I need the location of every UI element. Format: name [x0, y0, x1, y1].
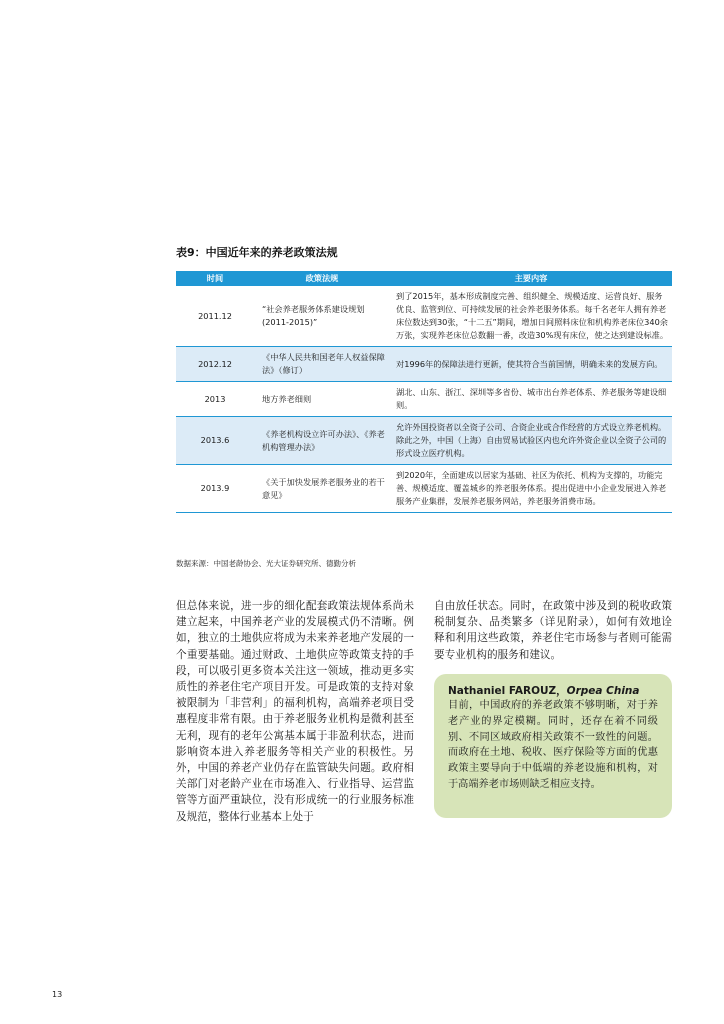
- header-law: 政策法规: [254, 271, 390, 286]
- row-content: 到了2015年，基本形成制度完善、组织健全、规模适度、运营良好、服务优良、监管到位、可持续发展的社会养老服务体系。每千名老年人拥有养老床位数达到30张，“十二五”期间，增加日间照料床位和机构养老床位340余万张，实现养老床位总数翻一番，改造30%现有床位，使之达到建设标准。: [390, 286, 672, 347]
- table-title: 表9：中国近年来的养老政策法规: [176, 246, 338, 259]
- body-text-left: 但总体来说，进一步的细化配套政策法规体系尚未建立起来，中国养老产业的发展模式仍不清晰。例如，独立的土地供应将成为未来养老地产发展的一个重要基础。通过财政、土地供应等政策支持的手段，可以吸引更多资本关注这一领域，推动更多实质性的养老住宅产项目开发。可是政策的支持对象被限制为「非营利」的福利机构，高端养老项目受惠程度非常有限。由于养老服务业机构是微利甚至无利，现有的老年公寓基本属于非盈利状态，进而影响资本进入养老服务等相关产业的积极性。另外，中国的养老产业仍存在监管缺失问题。政府相关部门对老龄产业在市场准入、行业指导、运营监管等方面严重缺位，没有形成统一的行业服务标准及规范，整体行业基本上处于: [176, 600, 414, 823]
- row-law: 《关于加快发展养老服务业的若干意见》: [254, 465, 390, 513]
- header-time: 时间: [176, 271, 254, 286]
- row-time: 2012.12: [176, 347, 254, 382]
- callout-name: Nathaniel FAROUZ: [448, 685, 557, 697]
- row-content: 到2020年，全面建成以居家为基础、社区为依托、机构为支撑的，功能完善、规模适度、覆盖城乡的养老服务体系。提出促进中小企业发展进入养老服务产业集群，发展养老服务网站，养老服务消费市场。: [390, 465, 672, 513]
- row-time: 2013.9: [176, 465, 254, 513]
- table-row: [176, 382, 672, 417]
- row-law: 地方养老细则: [254, 382, 390, 417]
- row-time: 2013: [176, 382, 254, 417]
- policy-table: [176, 271, 672, 513]
- body-text-right: 自由放任状态。同时，在政策中涉及到的税收政策税制复杂、品类繁多（详见附录），如何有效地诠释和利用这些政策，养老住宅市场参与者则可能需要专业机构的服务和建议。: [434, 600, 672, 661]
- header-content: 主要内容: [390, 271, 672, 286]
- callout-attribution: [448, 684, 658, 698]
- table-row: [176, 417, 672, 465]
- callout-quote: 目前，中国政府的养老政策不够明晰，对于养老产业的界定模糊。同时，还存在着不同级别、不同区域政府相关政策不一致性的问题。而政府在土地、税收、医疗保险等方面的优惠政策主要导向于中低端的养老设施和机构，对于高端养老市场则缺乏相应支持。: [448, 700, 658, 790]
- table-row: [176, 286, 672, 347]
- row-law: 《中华人民共和国老年人权益保障法》（修订）: [254, 347, 390, 382]
- table-row: [176, 347, 672, 382]
- row-time: 2011.12: [176, 286, 254, 347]
- table-source-note: 数据来源：中国老龄协会、光大证券研究所、德勤分析: [176, 559, 356, 568]
- row-content: 对1996年的保障法进行更新，使其符合当前国情，明确未来的发展方向。: [390, 347, 672, 382]
- row-content: 允许外国投资者以全资子公司、合资企业或合作经营的方式设立养老机构。除此之外，中国（上海）自由贸易试验区内也允许外资企业以全资子公司的形式设立医疗机构。: [390, 417, 672, 465]
- page-number: 13: [52, 990, 63, 999]
- row-content: 湖北、山东、浙江、深圳等多省份、城市出台养老体系、养老服务等建设细则。: [390, 382, 672, 417]
- callout-org: Orpea China: [566, 685, 640, 697]
- quote-callout: [434, 674, 672, 818]
- table-row: [176, 465, 672, 513]
- row-time: 2013.6: [176, 417, 254, 465]
- table-header-row: [176, 271, 672, 286]
- row-law: “社会养老服务体系建设规划(2011-2015)”: [254, 286, 390, 347]
- row-law: 《养老机构设立许可办法》、《养老机构管理办法》: [254, 417, 390, 465]
- callout-separator: ，: [556, 685, 567, 697]
